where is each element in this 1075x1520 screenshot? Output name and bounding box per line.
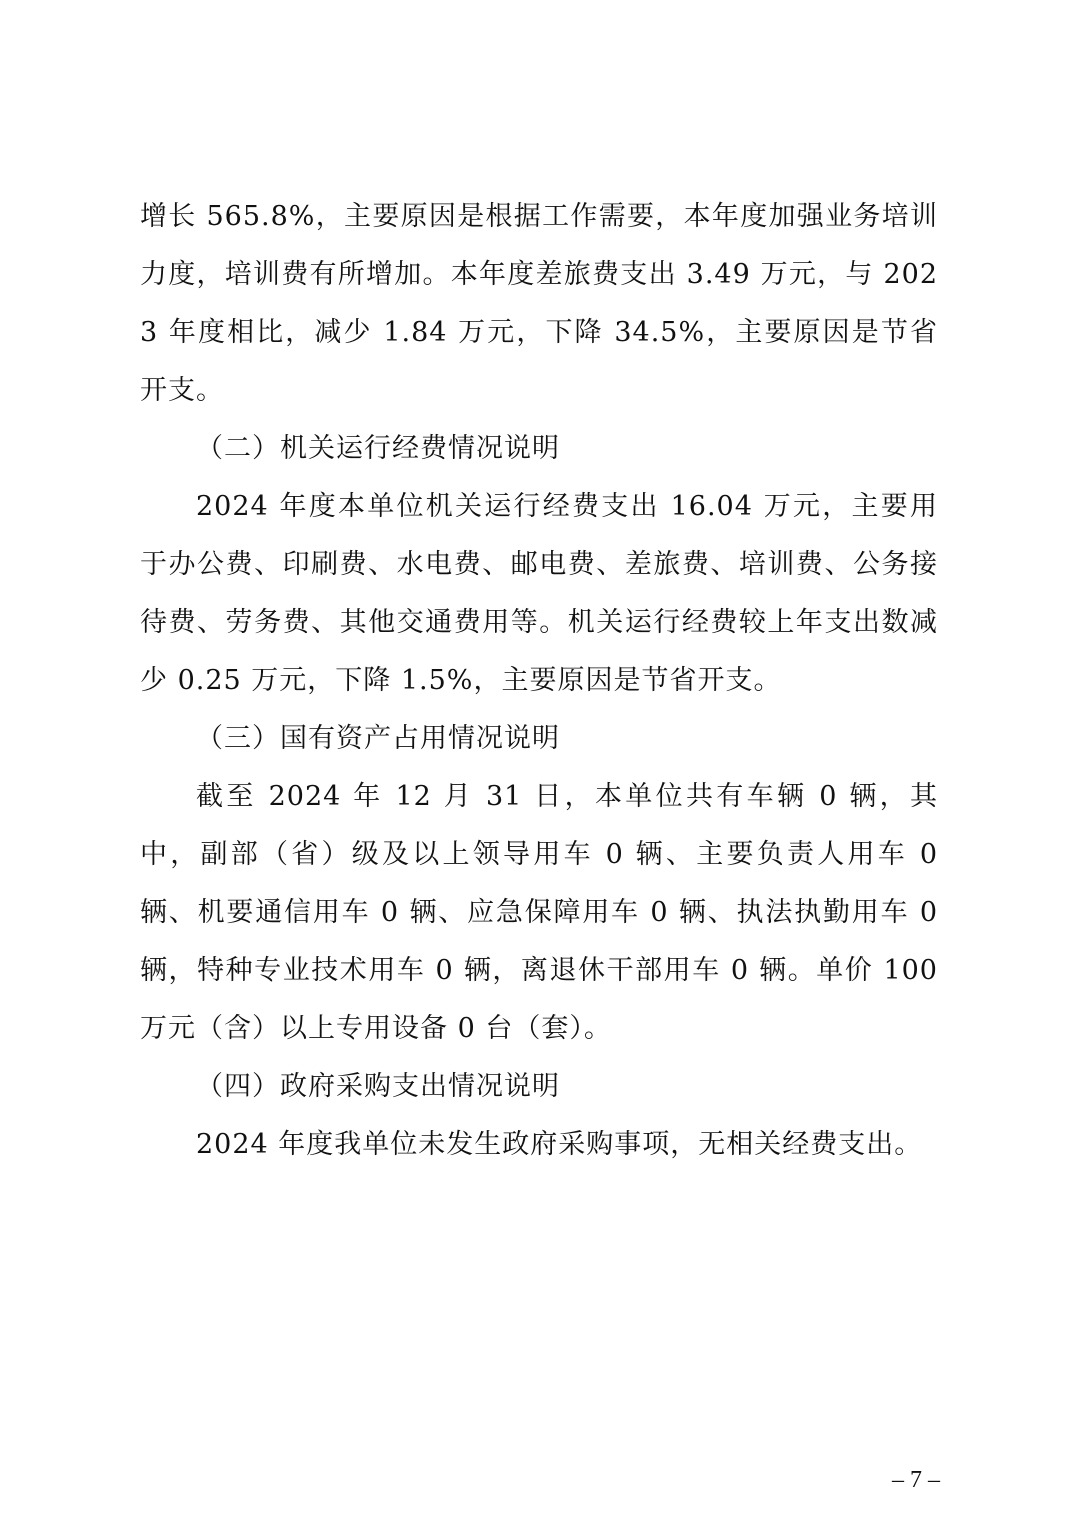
section-heading-operating-expenses: （二）机关运行经费情况说明 <box>196 433 560 464</box>
page-number: – 7 – <box>892 1467 940 1493</box>
paragraph-operating-expenses: 2024 年度本单位机关运行经费支出 16.04 万元，主要用于办公费、印刷费、水电费、邮电费、差旅费、培训费、公务接待费、劳务费、其他交通费用等。机关运行经费较上年支出数减少 0.25 万元，下降 1.5%，主要原因是节省开支。 <box>140 491 938 696</box>
paragraph-state-assets: 截至 2024 年 12 月 31 日，本单位共有车辆 0 辆，其中，副部（省）级及以上领导用车 0 辆、主要负责人用车 0 辆、机要通信用车 0 辆、应急保障用车 0 辆、执法执勤用车 0 辆，特种专业技术用车 0 辆，离退休干部用车 0 辆。单价 100 万元（含）以上专用设备 0 台（套）。 <box>140 781 938 1044</box>
document-body <box>140 188 938 1174</box>
section-heading-government-procurement: （四）政府采购支出情况说明 <box>196 1071 560 1102</box>
paragraph-government-procurement: 2024 年度我单位未发生政府采购事项，无相关经费支出。 <box>196 1129 923 1160</box>
paragraph-training-travel-expenses: 增长 565.8%，主要原因是根据工作需要，本年度加强业务培训力度，培训费有所增加。本年度差旅费支出 3.49 万元，与 2023 年度相比，减少 1.84 万元，下降 34.5%，主要原因是节省开支。 <box>140 201 938 406</box>
section-heading-state-assets: （三）国有资产占用情况说明 <box>196 723 560 754</box>
